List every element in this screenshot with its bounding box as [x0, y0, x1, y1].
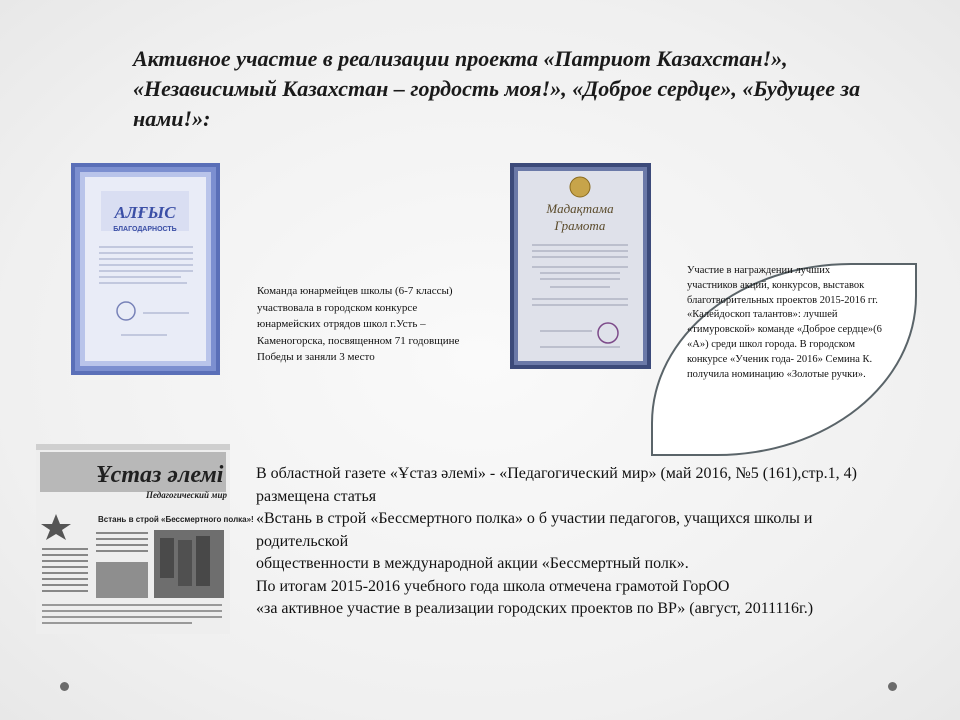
certificate-header-line2: Грамота — [554, 218, 606, 233]
body-line: В областной газете «Ұстаз әлемі» - «Педагогический мир» (май 2016, №5 (161),стр.1, 4) размещена статья — [256, 465, 858, 505]
certificate-image-right — [510, 163, 651, 369]
body-line: По итогам 2015-2016 учебного года школа отмечена грамотой ГорОО — [256, 577, 730, 595]
newspaper-masthead-kz: Ұстаз әлемі — [96, 462, 224, 488]
caption-left: Команда юнармейцев школы (6-7 классы) участвовала в городском конкурсе юнармейских отрядов школ г.Усть –Каменогорска, посвященном 71 годовщине Победы и заняли 3 место — [257, 285, 460, 363]
newspaper-masthead-ru: Педагогический мир — [146, 490, 227, 500]
certificate-image-left — [71, 163, 220, 375]
certificate-header-line1: Мадақтама — [546, 201, 614, 216]
slide-title: Активное участие в реализации проекта «Патриот Казахстан!», «Независимый Казахстан – гордость моя!», «Доброе сердце», «Будущее за нами!»: — [133, 46, 861, 131]
newspaper-headline: Встань в строй «Бессмертного полка»! — [98, 515, 254, 524]
body-line: «за активное участие в реализации городских проектов по ВР» (август, 2011116г.) — [256, 600, 814, 617]
caption-right: Участие в награждении лучших участников акций, конкурсов, выставок благотворительных проектов 2015-2016 гг. «Калейдоскоп талантов»: лучшей «тимуровской» команде «Доброе сердце»(6 «А») среди школ города. В городском конкурсе «Ученик года- 2016» Семина К. получила номинацию «Золотые ручки». — [687, 265, 882, 380]
body-line: общественности в международной акции «Бессмертный полк». — [256, 555, 689, 572]
newspaper-image — [36, 444, 254, 634]
certificate-header-ru: БЛАГОДАРНОСТЬ — [113, 226, 177, 233]
corner-dot-right — [888, 682, 897, 691]
certificate-header-kz: АЛҒЫС — [114, 203, 176, 222]
body-line: «Встань в строй «Бессмертного полка» о б участии педагогов, учащихся школы и родительской — [256, 510, 813, 550]
body-text — [256, 463, 866, 621]
corner-dot-left — [60, 682, 69, 691]
